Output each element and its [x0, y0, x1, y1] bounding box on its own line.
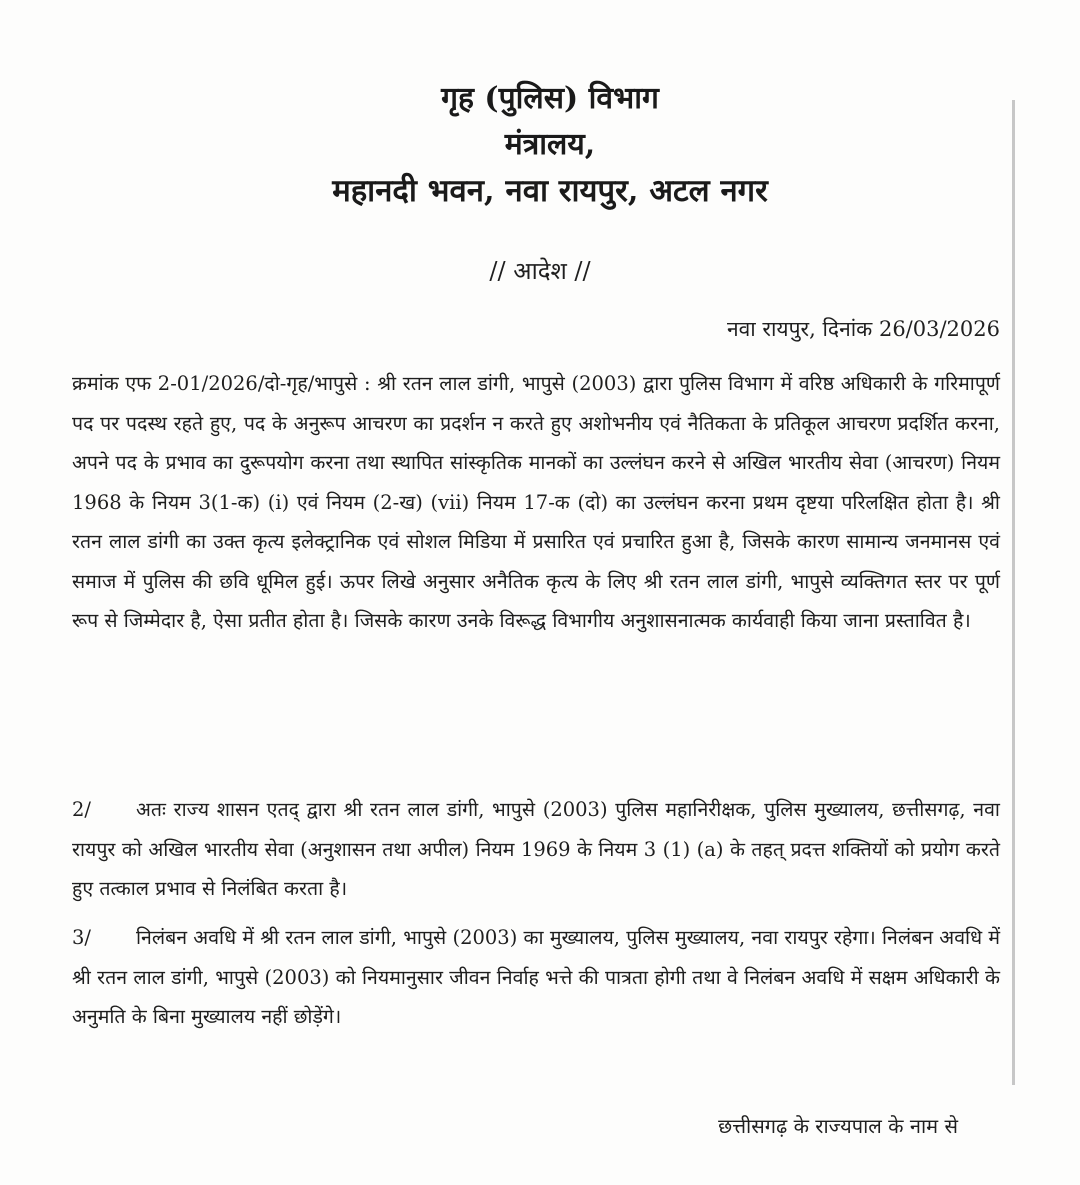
scan-edge-line — [1012, 100, 1015, 1085]
paragraph-3 — [72, 918, 1000, 1037]
address-heading: महानदी भवन, नवा रायपुर, अटल नगर — [332, 173, 768, 209]
department-heading: गृह (पुलिस) विभाग — [441, 81, 659, 116]
order-title: // आदेश // — [489, 257, 591, 285]
paragraph-1 — [72, 364, 1000, 641]
signature-line: छत्तीसगढ़ के राज्यपाल के नाम से — [718, 1114, 958, 1138]
date-line: नवा रायपुर, दिनांक 26/03/2026 — [726, 317, 1000, 341]
ministry-heading: मंत्रालय, — [504, 127, 596, 162]
paragraph-2-number: 2/ — [72, 798, 91, 821]
paragraph-2 — [72, 790, 1000, 909]
paragraph-2-text: अतः राज्य शासन एतद् द्वारा श्री रतन लाल डांगी, भापुसे (2003) पुलिस महानिरीक्षक, पुलिस मुख्यालय, छत्तीसगढ़, नवा रायपुर को अखिल भारतीय सेवा (अनुशासन तथा अपील) नियम 1969 के नियम 3 (1) (a) के तहत् प्रदत्त शक्तियों को प्रयोग करते हुए तत्काल प्रभाव से निलंबित करता है। — [72, 798, 1000, 900]
paragraph-1-text: क्रमांक एफ 2-01/2026/दो-गृह/भापुसे : श्री रतन लाल डांगी, भापुसे (2003) द्वारा पुलिस विभाग में वरिष्ठ अधिकारी के गरिमापूर्ण पद पर पदस्थ रहते हुए, पद के अनुरूप आचरण का प्रदर्शन न करते हुए अशोभनीय एवं नैतिकता के प्रतिकूल आचरण प्रदर्शित करना, अपने पद के प्रभाव का दुरूपयोग करना तथा स्थापित सांस्कृतिक मानकों का उल्लंघन करने से अखिल भारतीय सेवा (आचरण) नियम 1968 के नियम 3(1-क) (i) एवं नियम (2-ख) (vii) नियम 17-क (दो) का उल्लंघन करना प्रथम दृष्टया परिलक्षित होता है। श्री रतन लाल डांगी का उक्त कृत्य इलेक्ट्रानिक एवं सोशल मिडिया में प्रसारित एवं प्रचारित हुआ है, जिसके कारण सामान्य जनमानस एवं समाज में पुलिस की छवि धूमिल हुई। ऊपर लिखे अनुसार अनैतिक कृत्य के लिए श्री रतन लाल डांगी, भापुसे व्यक्तिगत स्तर पर पूर्ण रूप से जिम्मेदार है, ऐसा प्रतीत होता है। जिसके कारण उनके विरूद्ध विभागीय अनुशासनात्मक कार्यवाही किया जाना प्रस्तावित है। — [72, 372, 1000, 632]
paragraph-3-number: 3/ — [72, 926, 91, 949]
paragraph-3-text: निलंबन अवधि में श्री रतन लाल डांगी, भापुसे (2003) का मुख्यालय, पुलिस मुख्यालय, नवा रायपुर रहेगा। निलंबन अवधि में श्री रतन लाल डांगी, भापुसे (2003) को नियमानुसार जीवन निर्वाह भत्ते की पात्रता होगी तथा वे निलंबन अवधि में सक्षम अधिकारी के अनुमति के बिना मुख्यालय नहीं छोड़ेंगे। — [72, 926, 1000, 1028]
